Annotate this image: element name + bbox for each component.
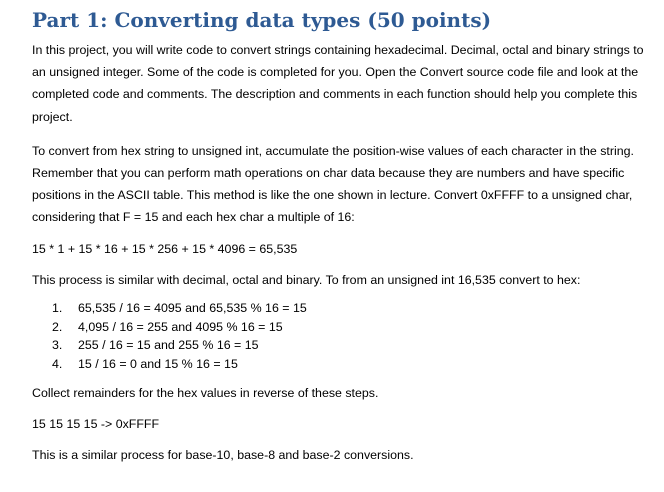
list-item — [32, 299, 654, 318]
step-number: 2. — [52, 319, 63, 334]
document-page — [32, 6, 654, 467]
step-text: 15 / 16 = 0 and 15 % 16 = 15 — [78, 356, 238, 371]
steps-list — [32, 299, 654, 373]
step-text: 65,535 / 16 = 4095 and 65,535 % 16 = 15 — [78, 301, 307, 316]
step-text: 4,095 / 16 = 255 and 4095 % 16 = 15 — [78, 319, 283, 334]
step-text: 255 / 16 = 15 and 255 % 16 = 15 — [78, 338, 259, 353]
collect-paragraph: Collect remainders for the hex values in reverse of these steps. — [32, 386, 379, 401]
intro-paragraph: In this project, you will write code to convert strings containing hexadecimal. Decimal, octal and binary strings to an unsigned integer. Some of the code is completed for you. Open the Convert source code file and look at the completed code and comments. The description and comments in each function should help you complete this project. — [32, 43, 644, 124]
equation-line: 15 * 1 + 15 * 16 + 15 * 256 + 15 * 4096 = 65,535 — [32, 241, 298, 256]
hex-to-int-paragraph: To convert from hex string to unsigned int, accumulate the position-wise values of each character in the string. Remember that you can perform math operations on char data because they are numbers and have specific positions in the ASCII table. This method is like the one shown in lecture. Convert 0xFFFF to a unsigned char, considering that F = 15 and each hex char a multiple of 16: — [32, 143, 634, 225]
step-number: 1. — [52, 301, 63, 316]
closing-paragraph: This is a similar process for base-10, base-8 and base-2 conversions. — [32, 448, 414, 463]
result-line: 15 15 15 15 -> 0xFFFF — [32, 417, 160, 432]
step-number: 4. — [52, 356, 63, 371]
int-to-hex-paragraph: This process is similar with decimal, octal and binary. To from an unsigned int 16,535 convert to hex: — [32, 272, 581, 287]
list-item — [32, 318, 654, 337]
list-item — [32, 355, 654, 374]
section-heading: Part 1: Converting data types (50 points) — [32, 8, 492, 32]
list-item — [32, 336, 654, 355]
step-number: 3. — [52, 338, 63, 353]
